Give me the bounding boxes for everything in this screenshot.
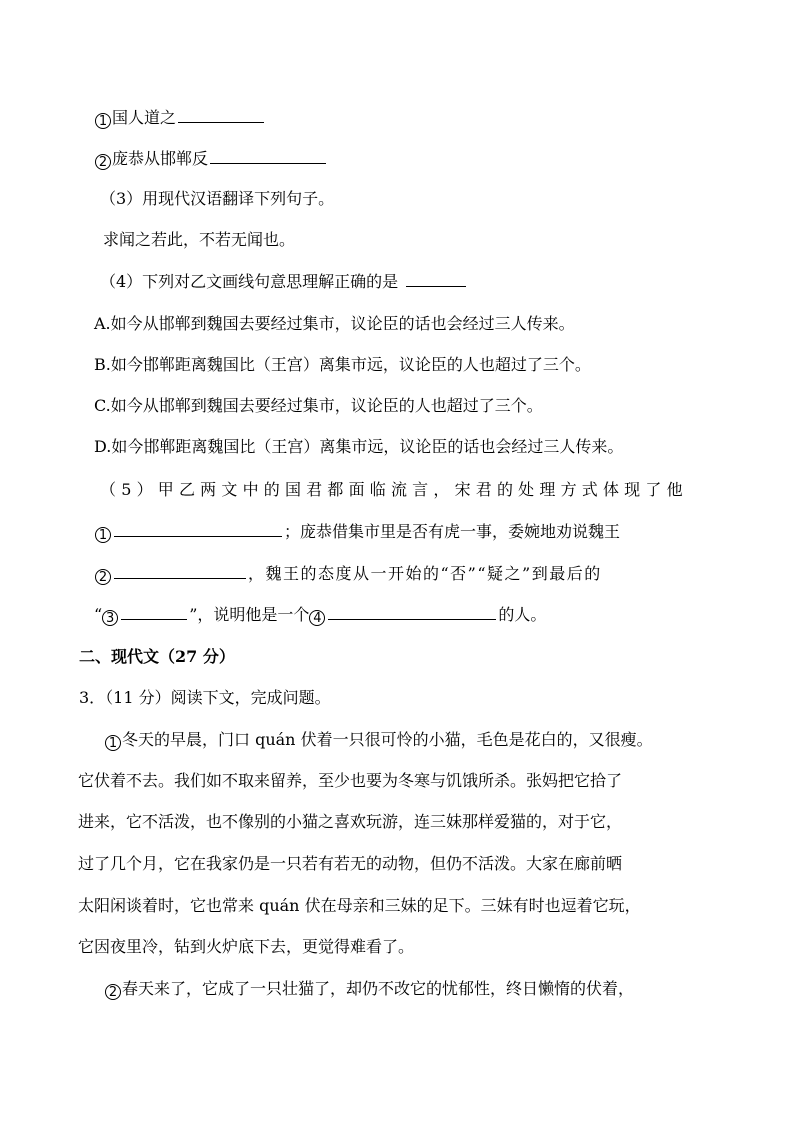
q5-line4-end: 的人。 [498,605,547,624]
gloss-text: 国人道之 [112,108,177,127]
circled-number: 1 [105,735,121,751]
passage-p1-line6: 它因夜里冷，钻到火炉底下去，更觉得难看了。 [78,937,415,956]
passage-text: 冬天的早晨，门口 quán 伏着一只很可怜的小猫，毛色是花白的，又很瘦。 [122,730,653,749]
answer-blank[interactable] [121,603,187,620]
q4-option-c: C.如今从邯郸到魏国去要经过集市，议论臣的人也超过了三个。 [94,396,543,415]
q4-label [100,270,468,293]
passage-text: 春天来了，它成了一只壮猫了，却仍不改它的忧郁性，终日懒惰的伏着， [122,979,635,998]
q5-line2-text: ；庞恭借集市里是否有虎一事，委婉地劝说魏王 [284,522,621,541]
answer-blank[interactable] [328,603,496,620]
passage-p1-line3: 进来，它不活泼，也不像别的小猫之喜欢玩游，连三妹那样爱猫的，对于它， [78,812,623,831]
circled-number: 4 [309,610,325,626]
q4-option-d: D.如今邯郸距离魏国比（王宫）离集市远，议论臣的话也会经过三人传来。 [94,437,624,456]
answer-blank[interactable] [114,520,282,537]
q5-line2 [95,520,620,543]
section-heading: 二、现代文（27 分） [79,647,235,666]
q4-option-b: B.如今邯郸距离魏国比（王宫）离集市远，议论臣的人也超过了三个。 [94,355,591,374]
circled-number: 1 [95,113,111,129]
passage-p2-line1 [105,978,634,1000]
circled-number: 1 [95,527,111,543]
quote-open: “ [94,605,103,624]
q4-label-text: （4）下列对乙文画线句意思理解正确的是 [100,272,399,291]
q3-sentence: 求闻之若此，不若无闻也。 [103,230,296,249]
gloss-item-1 [95,106,266,129]
passage-p1-line5: 太阳闲谈着时，它也常来 quán 伏在母亲和三妹的足下。三妹有时也逗着它玩， [78,896,641,915]
q3-label: （3）用现代汉语翻译下列句子。 [100,189,335,208]
passage-p1-line4: 过了几个月，它在我家仍是一只若有若无的动物，但仍不活泼。大家在廊前晒 [78,854,623,873]
answer-blank[interactable] [406,270,466,287]
q5-line4 [94,603,546,626]
passage-p1-line2: 它伏着不去。我们如不取来留养，至少也要为冬寒与饥饿所杀。张妈把它拾了 [78,771,623,790]
q5-line1: （5）甲乙两文中的国君都面临流言，宋君的处理方式体现了他 [100,480,688,499]
answer-blank[interactable] [210,147,326,164]
q5-line4-text: ”，说明他是一个 [189,605,310,624]
passage-p1-line1 [105,729,653,751]
circled-number: 3 [102,610,118,626]
q5-line3 [95,562,602,585]
circled-number: 2 [105,984,121,1000]
question-heading: 3．（11 分）阅读下文，完成问题。 [79,688,331,707]
q4-option-a: A.如今从邯郸到魏国去要经过集市，议论臣的话也会经过三人传来。 [94,314,575,333]
circled-number: 2 [95,569,111,585]
circled-number: 2 [95,154,111,170]
answer-blank[interactable] [178,106,264,123]
gloss-item-2 [95,147,328,170]
gloss-text: 庞恭从邯郸反 [112,149,209,168]
answer-blank[interactable] [114,562,246,579]
q5-line3-text: ，魏王的态度从一开始的“否”“疑之”到最后的 [248,564,602,583]
